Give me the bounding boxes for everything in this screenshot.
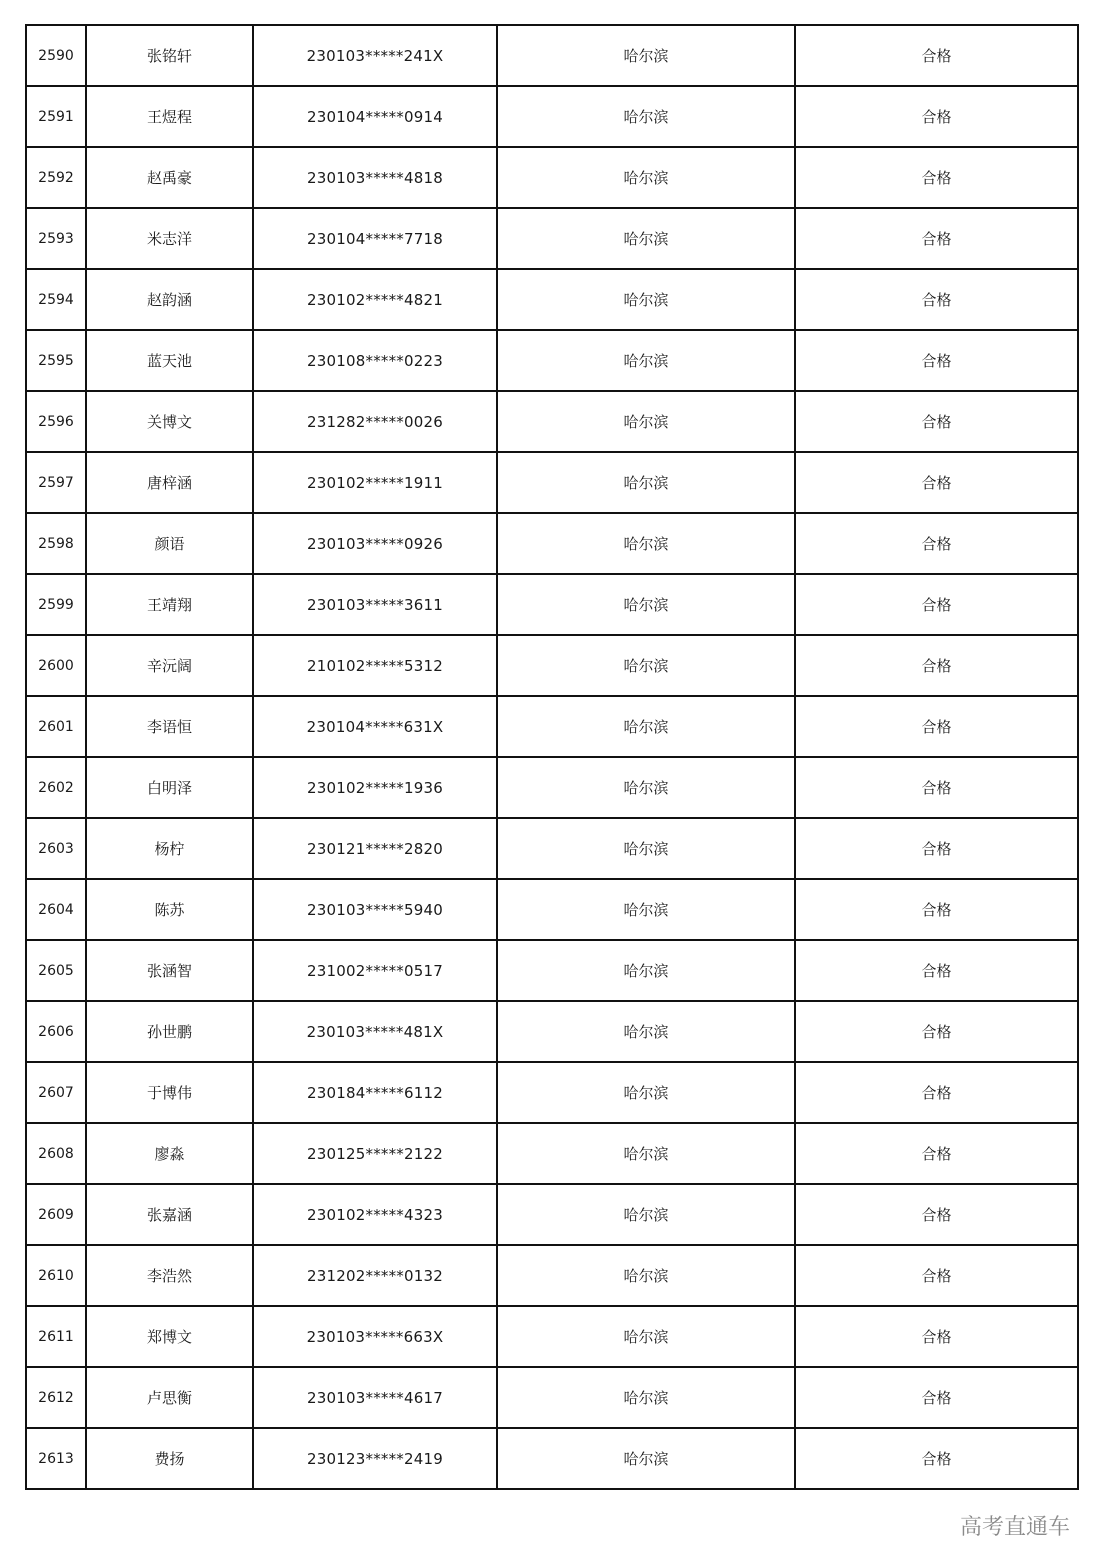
- result-cell: 合格: [795, 879, 1078, 940]
- result-cell: 合格: [795, 1062, 1078, 1123]
- city-cell: 哈尔滨: [497, 86, 795, 147]
- table-row: [26, 452, 1078, 513]
- table-row: [26, 635, 1078, 696]
- id-number-cell: 230102*****4323: [253, 1184, 497, 1245]
- city-cell: 哈尔滨: [497, 1367, 795, 1428]
- table-row: [26, 1306, 1078, 1367]
- table-row: [26, 1367, 1078, 1428]
- student-name-cell: 白明泽: [86, 757, 253, 818]
- serial-number-cell: 2610: [26, 1245, 86, 1306]
- serial-number-cell: 2602: [26, 757, 86, 818]
- table-row: [26, 208, 1078, 269]
- id-number-cell: 210102*****5312: [253, 635, 497, 696]
- table-row: [26, 330, 1078, 391]
- serial-number-cell: 2597: [26, 452, 86, 513]
- result-cell: 合格: [795, 940, 1078, 1001]
- student-name-cell: 辛沅阔: [86, 635, 253, 696]
- city-cell: 哈尔滨: [497, 1184, 795, 1245]
- table-row: [26, 25, 1078, 86]
- serial-number-cell: 2608: [26, 1123, 86, 1184]
- city-cell: 哈尔滨: [497, 25, 795, 86]
- id-number-cell: 230102*****1911: [253, 452, 497, 513]
- id-number-cell: 230102*****4821: [253, 269, 497, 330]
- result-cell: 合格: [795, 86, 1078, 147]
- result-cell: 合格: [795, 818, 1078, 879]
- city-cell: 哈尔滨: [497, 513, 795, 574]
- result-cell: 合格: [795, 574, 1078, 635]
- id-number-cell: 230104*****0914: [253, 86, 497, 147]
- table-row: [26, 574, 1078, 635]
- student-name-cell: 颜语: [86, 513, 253, 574]
- student-name-cell: 于博伟: [86, 1062, 253, 1123]
- student-name-cell: 米志洋: [86, 208, 253, 269]
- table-row: [26, 757, 1078, 818]
- student-name-cell: 唐梓涵: [86, 452, 253, 513]
- city-cell: 哈尔滨: [497, 635, 795, 696]
- city-cell: 哈尔滨: [497, 1001, 795, 1062]
- id-number-cell: 230104*****7718: [253, 208, 497, 269]
- table-row: [26, 269, 1078, 330]
- student-name-cell: 陈苏: [86, 879, 253, 940]
- result-cell: 合格: [795, 1184, 1078, 1245]
- id-number-cell: 230103*****241X: [253, 25, 497, 86]
- id-number-cell: 230103*****0926: [253, 513, 497, 574]
- city-cell: 哈尔滨: [497, 1062, 795, 1123]
- table-row: [26, 147, 1078, 208]
- id-number-cell: 230104*****631X: [253, 696, 497, 757]
- city-cell: 哈尔滨: [497, 147, 795, 208]
- result-cell: 合格: [795, 25, 1078, 86]
- city-cell: 哈尔滨: [497, 452, 795, 513]
- serial-number-cell: 2604: [26, 879, 86, 940]
- student-name-cell: 杨柠: [86, 818, 253, 879]
- table-row: [26, 1428, 1078, 1489]
- student-name-cell: 张铭轩: [86, 25, 253, 86]
- city-cell: 哈尔滨: [497, 757, 795, 818]
- result-cell: 合格: [795, 757, 1078, 818]
- table-row: [26, 696, 1078, 757]
- id-number-cell: 230125*****2122: [253, 1123, 497, 1184]
- table-row: [26, 1062, 1078, 1123]
- id-number-cell: 230103*****4818: [253, 147, 497, 208]
- city-cell: 哈尔滨: [497, 1123, 795, 1184]
- serial-number-cell: 2600: [26, 635, 86, 696]
- id-number-cell: 230102*****1936: [253, 757, 497, 818]
- result-cell: 合格: [795, 147, 1078, 208]
- serial-number-cell: 2607: [26, 1062, 86, 1123]
- result-cell: 合格: [795, 513, 1078, 574]
- city-cell: 哈尔滨: [497, 940, 795, 1001]
- id-number-cell: 230103*****481X: [253, 1001, 497, 1062]
- result-cell: 合格: [795, 696, 1078, 757]
- city-cell: 哈尔滨: [497, 1306, 795, 1367]
- results-table-body: [26, 25, 1078, 1489]
- results-table: [25, 24, 1079, 1490]
- id-number-cell: 230184*****6112: [253, 1062, 497, 1123]
- city-cell: 哈尔滨: [497, 696, 795, 757]
- student-name-cell: 关博文: [86, 391, 253, 452]
- city-cell: 哈尔滨: [497, 330, 795, 391]
- student-name-cell: 王煜程: [86, 86, 253, 147]
- result-cell: 合格: [795, 1428, 1078, 1489]
- student-name-cell: 费扬: [86, 1428, 253, 1489]
- city-cell: 哈尔滨: [497, 269, 795, 330]
- student-name-cell: 郑博文: [86, 1306, 253, 1367]
- serial-number-cell: 2606: [26, 1001, 86, 1062]
- student-name-cell: 李语恒: [86, 696, 253, 757]
- table-row: [26, 86, 1078, 147]
- city-cell: 哈尔滨: [497, 391, 795, 452]
- city-cell: 哈尔滨: [497, 574, 795, 635]
- student-name-cell: 张涵智: [86, 940, 253, 1001]
- table-row: [26, 513, 1078, 574]
- serial-number-cell: 2613: [26, 1428, 86, 1489]
- id-number-cell: 230121*****2820: [253, 818, 497, 879]
- result-cell: 合格: [795, 330, 1078, 391]
- serial-number-cell: 2611: [26, 1306, 86, 1367]
- table-row: [26, 879, 1078, 940]
- city-cell: 哈尔滨: [497, 1428, 795, 1489]
- serial-number-cell: 2594: [26, 269, 86, 330]
- serial-number-cell: 2612: [26, 1367, 86, 1428]
- table-row: [26, 1245, 1078, 1306]
- table-row: [26, 818, 1078, 879]
- result-cell: 合格: [795, 1001, 1078, 1062]
- id-number-cell: 230103*****663X: [253, 1306, 497, 1367]
- table-row: [26, 1123, 1078, 1184]
- result-cell: 合格: [795, 635, 1078, 696]
- table-row: [26, 940, 1078, 1001]
- student-name-cell: 孙世鹏: [86, 1001, 253, 1062]
- id-number-cell: 230108*****0223: [253, 330, 497, 391]
- table-row: [26, 1184, 1078, 1245]
- student-name-cell: 张嘉涵: [86, 1184, 253, 1245]
- table-row: [26, 391, 1078, 452]
- student-name-cell: 卢思衡: [86, 1367, 253, 1428]
- id-number-cell: 230103*****4617: [253, 1367, 497, 1428]
- city-cell: 哈尔滨: [497, 208, 795, 269]
- result-cell: 合格: [795, 452, 1078, 513]
- city-cell: 哈尔滨: [497, 879, 795, 940]
- serial-number-cell: 2590: [26, 25, 86, 86]
- result-cell: 合格: [795, 391, 1078, 452]
- watermark-logo: 高考直通车: [956, 1508, 1074, 1543]
- id-number-cell: 230103*****3611: [253, 574, 497, 635]
- serial-number-cell: 2592: [26, 147, 86, 208]
- serial-number-cell: 2596: [26, 391, 86, 452]
- result-cell: 合格: [795, 1306, 1078, 1367]
- serial-number-cell: 2601: [26, 696, 86, 757]
- id-number-cell: 231202*****0132: [253, 1245, 497, 1306]
- student-name-cell: 李浩然: [86, 1245, 253, 1306]
- result-cell: 合格: [795, 1245, 1078, 1306]
- serial-number-cell: 2595: [26, 330, 86, 391]
- id-number-cell: 230103*****5940: [253, 879, 497, 940]
- result-cell: 合格: [795, 1123, 1078, 1184]
- id-number-cell: 231002*****0517: [253, 940, 497, 1001]
- student-name-cell: 王靖翔: [86, 574, 253, 635]
- table-row: [26, 1001, 1078, 1062]
- serial-number-cell: 2605: [26, 940, 86, 1001]
- student-name-cell: 蓝天池: [86, 330, 253, 391]
- city-cell: 哈尔滨: [497, 1245, 795, 1306]
- serial-number-cell: 2603: [26, 818, 86, 879]
- student-name-cell: 赵韵涵: [86, 269, 253, 330]
- student-name-cell: 廖淼: [86, 1123, 253, 1184]
- result-cell: 合格: [795, 208, 1078, 269]
- result-cell: 合格: [795, 269, 1078, 330]
- serial-number-cell: 2598: [26, 513, 86, 574]
- id-number-cell: 231282*****0026: [253, 391, 497, 452]
- city-cell: 哈尔滨: [497, 818, 795, 879]
- student-name-cell: 赵禹豪: [86, 147, 253, 208]
- id-number-cell: 230123*****2419: [253, 1428, 497, 1489]
- serial-number-cell: 2591: [26, 86, 86, 147]
- serial-number-cell: 2599: [26, 574, 86, 635]
- serial-number-cell: 2609: [26, 1184, 86, 1245]
- serial-number-cell: 2593: [26, 208, 86, 269]
- result-cell: 合格: [795, 1367, 1078, 1428]
